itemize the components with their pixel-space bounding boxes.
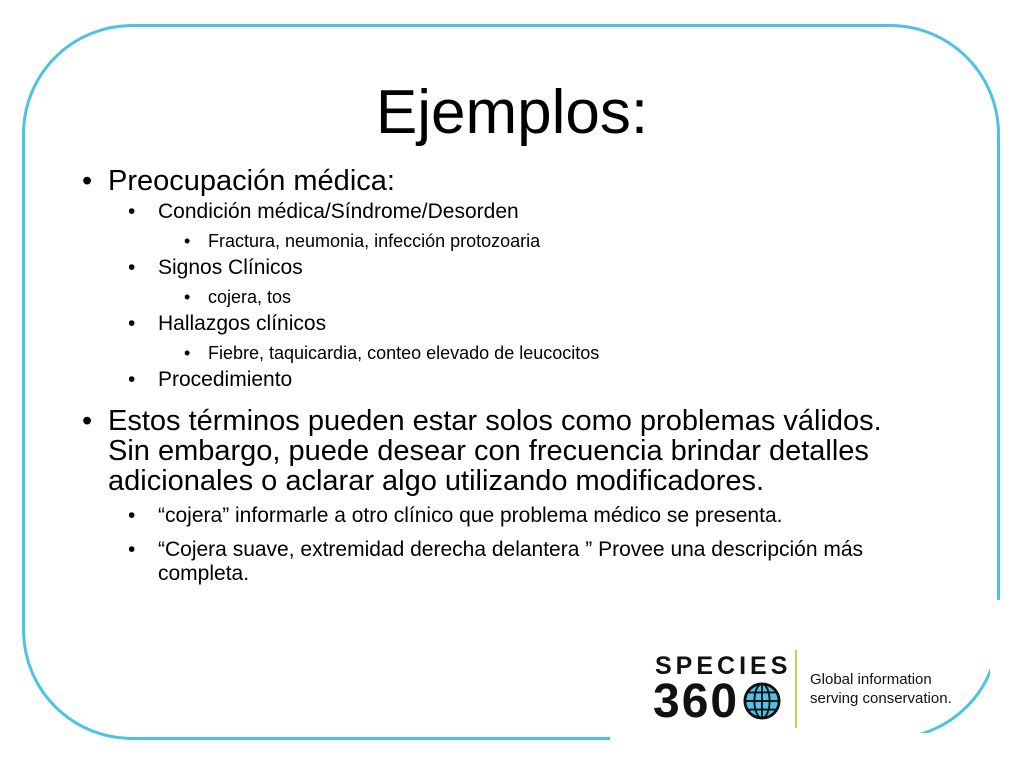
sub-bullet-text: • Procedimiento	[158, 368, 293, 391]
sub-sub-bullet-item	[184, 230, 922, 252]
sub-bullet-item	[128, 504, 922, 528]
sub-bullet-item	[128, 312, 922, 336]
sub-bullet-text: • Condición médica/Síndrome/Desorden	[158, 200, 519, 223]
sub-bullet-text: • Hallazgos clínicos	[158, 312, 327, 335]
bullet-item	[82, 166, 922, 196]
sub-sub-bullet-item	[184, 286, 922, 308]
sub-bullet-item	[128, 200, 922, 224]
tagline-line-2: serving conservation.	[810, 690, 952, 707]
frame-gap-bottom	[610, 733, 1014, 747]
sub-bullet-text: • “cojera” informarle a otro clínico que problema médico se presenta.	[158, 504, 783, 527]
bullet-text: • Preocupación médica:	[108, 165, 395, 197]
species360-logo	[650, 650, 970, 730]
tagline-line-1: Global information	[810, 671, 932, 688]
slide-content	[82, 166, 922, 586]
logo-divider	[795, 650, 797, 728]
bullet-item	[82, 406, 922, 496]
logo-brand-top: SPECIES	[655, 652, 792, 680]
sub-sub-bullet-text: • Fiebre, taquicardia, conteo elevado de leucocitos	[208, 343, 600, 363]
frame-gap-right	[990, 600, 1010, 750]
sub-bullet-text: • “Cojera suave, extremidad derecha delantera ” Provee una descripción más completa.	[158, 538, 864, 585]
globe-icon	[743, 682, 781, 720]
logo-tagline	[810, 670, 952, 708]
bullet-text: • Estos términos pueden estar solos como problemas válidos. Sin embargo, puede desear con frecuencia brindar detalles adicionales o aclarar algo utilizando modificadores.	[108, 405, 882, 497]
bullet-list	[82, 166, 922, 392]
sub-bullet-item	[128, 538, 922, 586]
sub-sub-bullet-text: • cojera, tos	[208, 287, 292, 307]
slide-title: Ejemplos:	[375, 78, 649, 147]
sub-bullet-text: • Signos Clínicos	[158, 256, 303, 279]
sub-sub-bullet-item	[184, 342, 922, 364]
logo-brand-bottom: 360	[653, 675, 740, 728]
sub-bullet-item	[128, 368, 922, 392]
sub-bullet-item	[128, 256, 922, 280]
sub-sub-bullet-text: • Fractura, neumonia, infección protozoaria	[208, 231, 541, 251]
bullet-list-2	[82, 406, 922, 586]
